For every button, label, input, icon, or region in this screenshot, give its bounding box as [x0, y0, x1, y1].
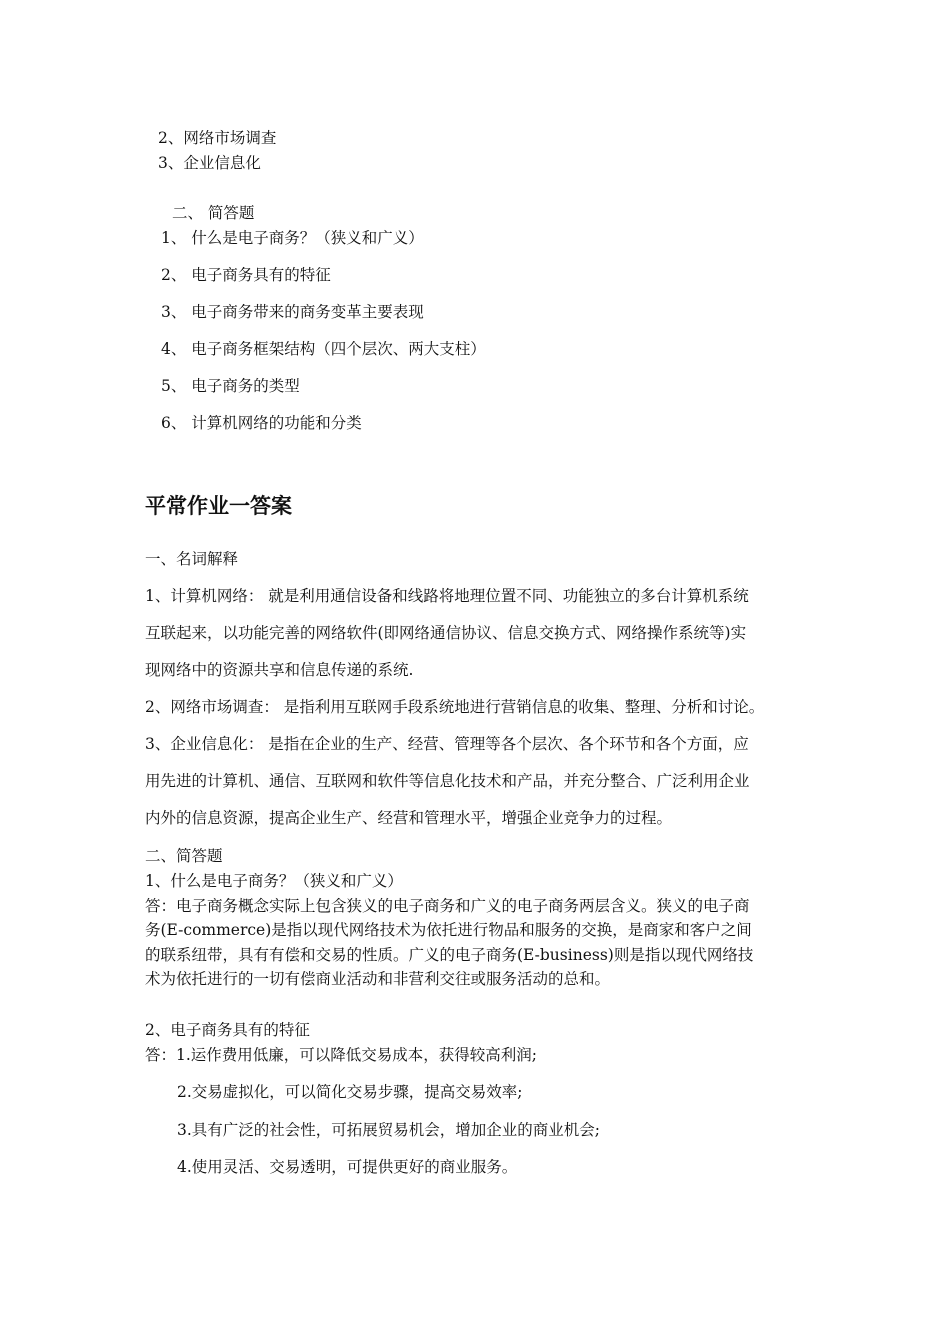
question-item: 4、 电子商务框架结构（四个层次、两大支柱） — [161, 340, 486, 358]
definition-line: 3、企业信息化： 是指在企业的生产、经营、管理等各个层次、各个环节和各个方面，应 — [145, 735, 749, 753]
section1-heading: 一、名词解释 — [145, 550, 239, 568]
q1-title: 1、什么是电子商务？（狭义和广义） — [145, 872, 403, 890]
definition-line: 现网络中的资源共享和信息传递的系统. — [145, 661, 414, 679]
q1-answer-line: 务(E-commerce)是指以现代网络技术为依托进行物品和服务的交换，是商家和客户之间 — [145, 921, 752, 939]
definition-line: 1、计算机网络： 就是利用通信设备和线路将地理位置不同、功能独立的多台计算机系统 — [145, 587, 749, 605]
question-item: 1、 什么是电子商务？（狭义和广义） — [161, 229, 424, 247]
q1-answer-line: 术为依托进行的一切有偿商业活动和非营利交往或服务活动的总和。 — [145, 970, 611, 988]
question-item: 2、 电子商务具有的特征 — [161, 266, 331, 284]
q2-answer-line: 4.使用灵活、交易透明，可提供更好的商业服务。 — [177, 1158, 518, 1176]
definition-line: 内外的信息资源，提高企业生产、经营和管理水平，增强企业竞争力的过程。 — [145, 809, 673, 827]
definition-line: 用先进的计算机、通信、互联网和软件等信息化技术和产品，并充分整合、广泛利用企业 — [145, 772, 750, 790]
top-list-item-3: 3、企业信息化 — [158, 154, 261, 172]
definition-line: 2、网络市场调查： 是指利用互联网手段系统地进行营销信息的收集、整理、分析和讨论。 — [145, 698, 765, 716]
q1-answer-line: 的联系纽带，具有有偿和交易的性质。广义的电子商务(E-business)则是指以现代网络技 — [145, 946, 754, 964]
definition-line: 互联起来，以功能完善的网络软件(即网络通信协议、信息交换方式、网络操作系统等)实 — [145, 624, 747, 642]
q2-answer-line: 2.交易虚拟化，可以简化交易步骤，提高交易效率; — [177, 1083, 523, 1101]
question-item: 6、 计算机网络的功能和分类 — [161, 414, 362, 432]
question-item: 5、 电子商务的类型 — [161, 377, 300, 395]
q2-answer-line: 3.具有广泛的社会性，可拓展贸易机会，增加企业的商业机会; — [177, 1121, 601, 1139]
questions-heading: 二、 简答题 — [172, 204, 255, 222]
q2-title: 2、电子商务具有的特征 — [145, 1021, 310, 1039]
q2-answer-line: 答：1.运作费用低廉，可以降低交易成本，获得较高利润; — [145, 1046, 538, 1064]
question-item: 3、 电子商务带来的商务变革主要表现 — [161, 303, 424, 321]
q1-answer-line: 答：电子商务概念实际上包含狭义的电子商务和广义的电子商务两层含义。狭义的电子商 — [145, 897, 750, 915]
answers-title: 平常作业一答案 — [145, 493, 292, 518]
top-list-item-2: 2、网络市场调查 — [158, 129, 277, 147]
section2-heading: 二、简答题 — [145, 847, 223, 865]
